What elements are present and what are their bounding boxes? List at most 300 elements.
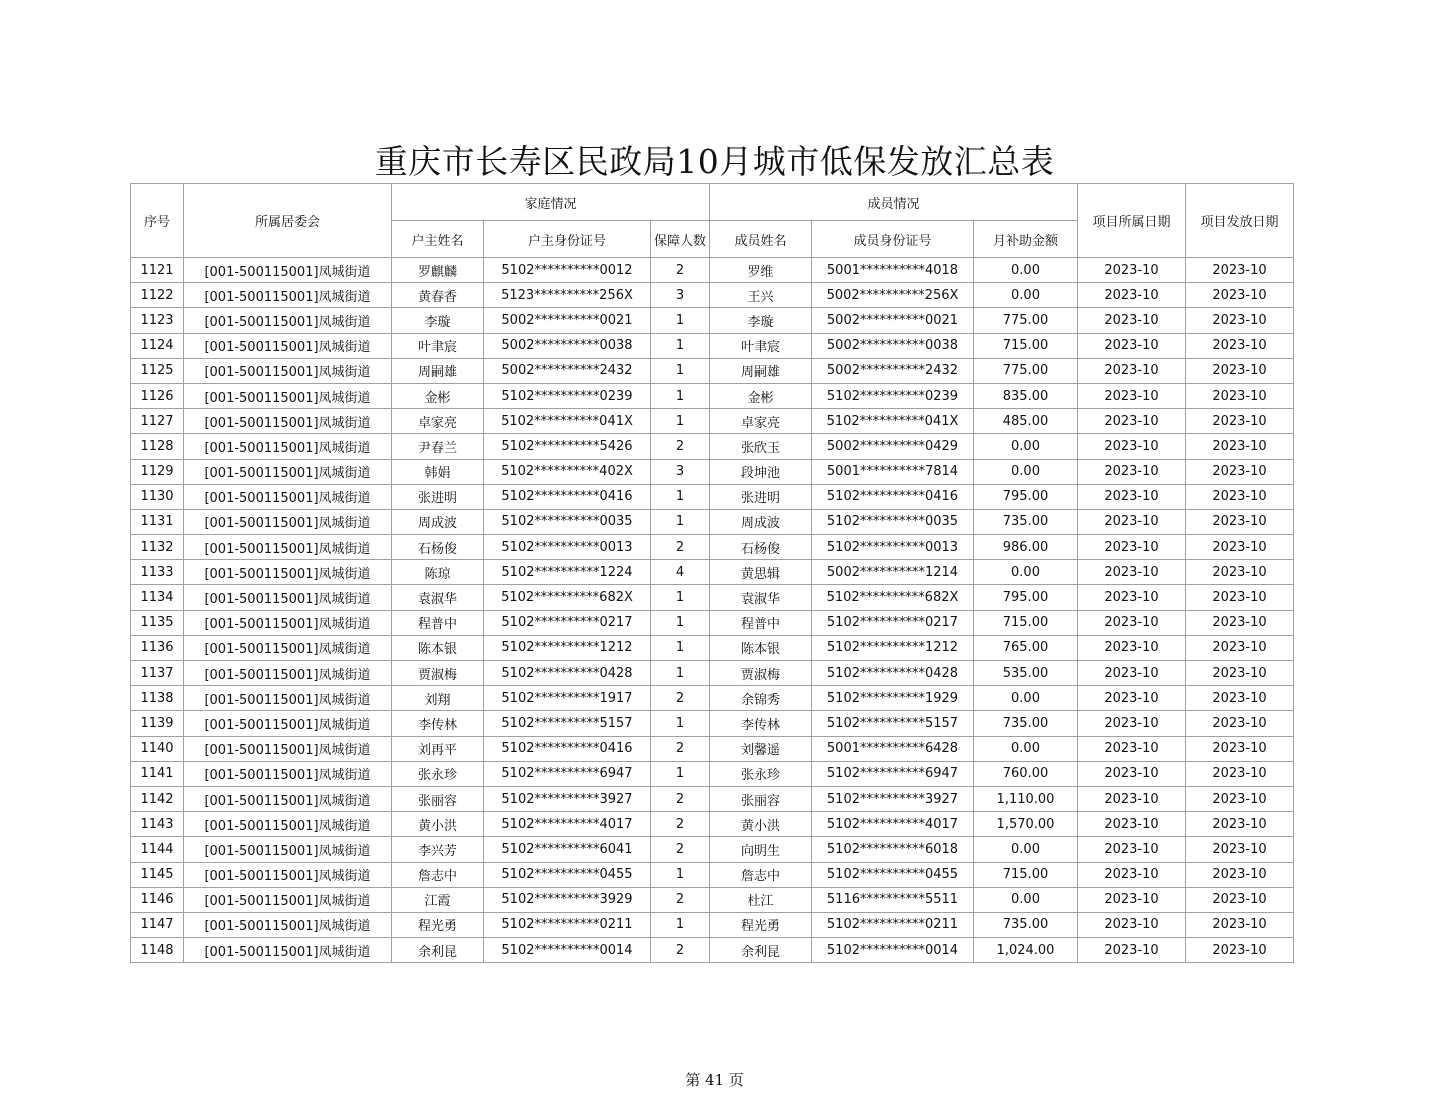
- cell-project-month: 2023-10: [1078, 358, 1186, 383]
- cell-issue-date: 2023-10: [1186, 786, 1294, 811]
- cell-seq: 1123: [131, 308, 184, 333]
- cell-head-name: 程光勇: [392, 912, 484, 937]
- cell-monthly-subsidy: 715.00: [974, 333, 1078, 358]
- table-row: [131, 736, 1294, 761]
- cell-member-id: 5002**********0021: [812, 308, 974, 333]
- cell-monthly-subsidy: 835.00: [974, 383, 1078, 408]
- cell-monthly-subsidy: 1,110.00: [974, 786, 1078, 811]
- cell-monthly-subsidy: 0.00: [974, 560, 1078, 585]
- cell-issue-date: 2023-10: [1186, 509, 1294, 534]
- table-row: [131, 358, 1294, 383]
- table-row: [131, 912, 1294, 937]
- cell-issue-date: 2023-10: [1186, 308, 1294, 333]
- cell-committee: [001-500115001]凤城街道: [184, 862, 392, 887]
- cell-member-name: 李璇: [710, 308, 812, 333]
- table-row: [131, 434, 1294, 459]
- table-row: [131, 661, 1294, 686]
- cell-member-name: 王兴: [710, 283, 812, 308]
- cell-head-id: 5102**********1212: [484, 635, 651, 660]
- cell-member-name: 余锦秀: [710, 686, 812, 711]
- cell-member-id: 5001**********6428: [812, 736, 974, 761]
- header-family: 家庭情况: [392, 184, 710, 221]
- cell-head-id: 5102**********0239: [484, 383, 651, 408]
- cell-head-id: 5002**********0021: [484, 308, 651, 333]
- cell-member-id: 5102**********3927: [812, 786, 974, 811]
- cell-covered-count: 1: [651, 661, 710, 686]
- cell-covered-count: 1: [651, 333, 710, 358]
- cell-member-name: 周成波: [710, 509, 812, 534]
- cell-issue-date: 2023-10: [1186, 736, 1294, 761]
- cell-head-name: 詹志中: [392, 862, 484, 887]
- cell-monthly-subsidy: 0.00: [974, 686, 1078, 711]
- cell-member-id: 5102**********6947: [812, 761, 974, 786]
- cell-project-month: 2023-10: [1078, 686, 1186, 711]
- cell-seq: 1127: [131, 409, 184, 434]
- cell-monthly-subsidy: 795.00: [974, 484, 1078, 509]
- cell-issue-date: 2023-10: [1186, 661, 1294, 686]
- cell-committee: [001-500115001]凤城街道: [184, 308, 392, 333]
- cell-member-name: 袁淑华: [710, 585, 812, 610]
- cell-committee: [001-500115001]凤城街道: [184, 333, 392, 358]
- header-seq: 序号: [131, 184, 184, 258]
- cell-covered-count: 3: [651, 459, 710, 484]
- cell-committee: [001-500115001]凤城街道: [184, 258, 392, 283]
- cell-member-id: 5102**********6018: [812, 837, 974, 862]
- cell-project-month: 2023-10: [1078, 761, 1186, 786]
- table-row: [131, 887, 1294, 912]
- cell-covered-count: 1: [651, 711, 710, 736]
- header-member: 成员情况: [710, 184, 1078, 221]
- cell-project-month: 2023-10: [1078, 308, 1186, 333]
- cell-member-name: 石杨俊: [710, 535, 812, 560]
- cell-seq: 1141: [131, 761, 184, 786]
- cell-committee: [001-500115001]凤城街道: [184, 786, 392, 811]
- cell-covered-count: 1: [651, 509, 710, 534]
- cell-committee: [001-500115001]凤城街道: [184, 535, 392, 560]
- table-row: [131, 786, 1294, 811]
- table-row: [131, 711, 1294, 736]
- cell-covered-count: 2: [651, 786, 710, 811]
- cell-committee: [001-500115001]凤城街道: [184, 484, 392, 509]
- cell-member-name: 叶聿宸: [710, 333, 812, 358]
- cell-seq: 1125: [131, 358, 184, 383]
- cell-issue-date: 2023-10: [1186, 484, 1294, 509]
- cell-issue-date: 2023-10: [1186, 761, 1294, 786]
- cell-head-id: 5102**********0035: [484, 509, 651, 534]
- cell-head-id: 5102**********0014: [484, 938, 651, 963]
- table-row: [131, 409, 1294, 434]
- cell-seq: 1134: [131, 585, 184, 610]
- cell-covered-count: 1: [651, 358, 710, 383]
- cell-member-name: 张永珍: [710, 761, 812, 786]
- cell-head-name: 陈琼: [392, 560, 484, 585]
- cell-head-name: 余利昆: [392, 938, 484, 963]
- cell-committee: [001-500115001]凤城街道: [184, 585, 392, 610]
- cell-project-month: 2023-10: [1078, 283, 1186, 308]
- cell-covered-count: 1: [651, 409, 710, 434]
- cell-head-id: 5102**********402X: [484, 459, 651, 484]
- cell-seq: 1146: [131, 887, 184, 912]
- cell-head-name: 刘翔: [392, 686, 484, 711]
- cell-committee: [001-500115001]凤城街道: [184, 409, 392, 434]
- cell-covered-count: 2: [651, 434, 710, 459]
- cell-issue-date: 2023-10: [1186, 938, 1294, 963]
- cell-head-id: 5102**********0013: [484, 535, 651, 560]
- cell-seq: 1133: [131, 560, 184, 585]
- header-project-month: 项目所属日期: [1078, 184, 1186, 258]
- cell-head-id: 5123**********256X: [484, 283, 651, 308]
- cell-member-name: 陈本银: [710, 635, 812, 660]
- cell-seq: 1144: [131, 837, 184, 862]
- cell-head-id: 5102**********3929: [484, 887, 651, 912]
- cell-member-id: 5102**********0014: [812, 938, 974, 963]
- cell-committee: [001-500115001]凤城街道: [184, 358, 392, 383]
- cell-project-month: 2023-10: [1078, 887, 1186, 912]
- table-row: [131, 283, 1294, 308]
- table-row: [131, 560, 1294, 585]
- cell-issue-date: 2023-10: [1186, 258, 1294, 283]
- cell-monthly-subsidy: 0.00: [974, 283, 1078, 308]
- cell-project-month: 2023-10: [1078, 585, 1186, 610]
- cell-head-id: 5102**********1917: [484, 686, 651, 711]
- cell-project-month: 2023-10: [1078, 862, 1186, 887]
- cell-covered-count: 2: [651, 837, 710, 862]
- cell-member-id: 5102**********0428: [812, 661, 974, 686]
- cell-head-name: 张永珍: [392, 761, 484, 786]
- cell-head-name: 贾淑梅: [392, 661, 484, 686]
- cell-committee: [001-500115001]凤城街道: [184, 661, 392, 686]
- cell-monthly-subsidy: 765.00: [974, 635, 1078, 660]
- cell-issue-date: 2023-10: [1186, 887, 1294, 912]
- cell-seq: 1145: [131, 862, 184, 887]
- cell-monthly-subsidy: 0.00: [974, 736, 1078, 761]
- cell-member-id: 5102**********1929: [812, 686, 974, 711]
- table-row: [131, 635, 1294, 660]
- cell-project-month: 2023-10: [1078, 560, 1186, 585]
- cell-covered-count: 1: [651, 585, 710, 610]
- cell-monthly-subsidy: 775.00: [974, 358, 1078, 383]
- cell-committee: [001-500115001]凤城街道: [184, 434, 392, 459]
- cell-project-month: 2023-10: [1078, 736, 1186, 761]
- header-head-id: 户主身份证号: [484, 221, 651, 258]
- cell-head-id: 5102**********682X: [484, 585, 651, 610]
- cell-covered-count: 1: [651, 484, 710, 509]
- cell-head-name: 周嗣雄: [392, 358, 484, 383]
- cell-head-name: 叶聿宸: [392, 333, 484, 358]
- cell-member-name: 张欣玉: [710, 434, 812, 459]
- cell-member-id: 5102**********682X: [812, 585, 974, 610]
- header-issue-date: 项目发放日期: [1186, 184, 1294, 258]
- cell-issue-date: 2023-10: [1186, 610, 1294, 635]
- cell-seq: 1129: [131, 459, 184, 484]
- cell-head-name: 尹春兰: [392, 434, 484, 459]
- cell-project-month: 2023-10: [1078, 812, 1186, 837]
- cell-member-name: 段坤池: [710, 459, 812, 484]
- cell-seq: 1137: [131, 661, 184, 686]
- cell-member-name: 罗维: [710, 258, 812, 283]
- table-row: [131, 862, 1294, 887]
- cell-head-id: 5102**********0211: [484, 912, 651, 937]
- cell-covered-count: 1: [651, 383, 710, 408]
- cell-seq: 1128: [131, 434, 184, 459]
- cell-member-id: 5102**********0217: [812, 610, 974, 635]
- cell-head-name: 陈本银: [392, 635, 484, 660]
- cell-monthly-subsidy: 0.00: [974, 837, 1078, 862]
- cell-seq: 1142: [131, 786, 184, 811]
- cell-project-month: 2023-10: [1078, 711, 1186, 736]
- cell-covered-count: 2: [651, 535, 710, 560]
- cell-head-name: 卓家亮: [392, 409, 484, 434]
- cell-member-id: 5002**********0038: [812, 333, 974, 358]
- cell-issue-date: 2023-10: [1186, 434, 1294, 459]
- cell-member-name: 詹志中: [710, 862, 812, 887]
- cell-issue-date: 2023-10: [1186, 283, 1294, 308]
- table-row: [131, 484, 1294, 509]
- cell-member-name: 张丽容: [710, 786, 812, 811]
- cell-member-id: 5102**********0239: [812, 383, 974, 408]
- cell-issue-date: 2023-10: [1186, 711, 1294, 736]
- cell-member-name: 刘馨遥: [710, 736, 812, 761]
- cell-head-id: 5102**********0416: [484, 736, 651, 761]
- cell-committee: [001-500115001]凤城街道: [184, 383, 392, 408]
- cell-covered-count: 2: [651, 812, 710, 837]
- cell-committee: [001-500115001]凤城街道: [184, 610, 392, 635]
- cell-member-id: 5102**********0455: [812, 862, 974, 887]
- cell-member-id: 5001**********4018: [812, 258, 974, 283]
- cell-head-name: 李传林: [392, 711, 484, 736]
- cell-covered-count: 1: [651, 862, 710, 887]
- cell-project-month: 2023-10: [1078, 409, 1186, 434]
- table-row: [131, 837, 1294, 862]
- cell-member-id: 5002**********0429: [812, 434, 974, 459]
- cell-member-name: 黄小洪: [710, 812, 812, 837]
- cell-issue-date: 2023-10: [1186, 383, 1294, 408]
- cell-monthly-subsidy: 485.00: [974, 409, 1078, 434]
- cell-monthly-subsidy: 775.00: [974, 308, 1078, 333]
- cell-issue-date: 2023-10: [1186, 333, 1294, 358]
- cell-covered-count: 2: [651, 258, 710, 283]
- cell-project-month: 2023-10: [1078, 938, 1186, 963]
- cell-project-month: 2023-10: [1078, 258, 1186, 283]
- cell-head-id: 5102**********5426: [484, 434, 651, 459]
- cell-head-name: 罗麒麟: [392, 258, 484, 283]
- cell-issue-date: 2023-10: [1186, 459, 1294, 484]
- cell-committee: [001-500115001]凤城街道: [184, 812, 392, 837]
- cell-issue-date: 2023-10: [1186, 912, 1294, 937]
- cell-head-id: 5102**********3927: [484, 786, 651, 811]
- cell-monthly-subsidy: 760.00: [974, 761, 1078, 786]
- cell-member-name: 黄思辑: [710, 560, 812, 585]
- cell-monthly-subsidy: 0.00: [974, 459, 1078, 484]
- cell-member-name: 余利昆: [710, 938, 812, 963]
- cell-issue-date: 2023-10: [1186, 862, 1294, 887]
- cell-head-id: 5002**********0038: [484, 333, 651, 358]
- cell-head-id: 5002**********2432: [484, 358, 651, 383]
- header-covered-count: 保障人数: [651, 221, 710, 258]
- cell-committee: [001-500115001]凤城街道: [184, 459, 392, 484]
- cell-seq: 1124: [131, 333, 184, 358]
- table-row: [131, 258, 1294, 283]
- cell-head-name: 程普中: [392, 610, 484, 635]
- cell-head-name: 黄小洪: [392, 812, 484, 837]
- cell-member-name: 张进明: [710, 484, 812, 509]
- table-row: [131, 383, 1294, 408]
- cell-project-month: 2023-10: [1078, 459, 1186, 484]
- table-row: [131, 761, 1294, 786]
- cell-head-id: 5102**********0217: [484, 610, 651, 635]
- cell-member-name: 杜江: [710, 887, 812, 912]
- cell-seq: 1136: [131, 635, 184, 660]
- table-row: [131, 610, 1294, 635]
- cell-project-month: 2023-10: [1078, 661, 1186, 686]
- cell-issue-date: 2023-10: [1186, 585, 1294, 610]
- cell-issue-date: 2023-10: [1186, 837, 1294, 862]
- cell-member-id: 5102**********4017: [812, 812, 974, 837]
- cell-seq: 1122: [131, 283, 184, 308]
- cell-seq: 1148: [131, 938, 184, 963]
- header-head-name: 户主姓名: [392, 221, 484, 258]
- cell-head-name: 周成波: [392, 509, 484, 534]
- cell-seq: 1139: [131, 711, 184, 736]
- cell-project-month: 2023-10: [1078, 912, 1186, 937]
- table-row: [131, 812, 1294, 837]
- table-row: [131, 459, 1294, 484]
- cell-project-month: 2023-10: [1078, 383, 1186, 408]
- cell-issue-date: 2023-10: [1186, 535, 1294, 560]
- cell-monthly-subsidy: 535.00: [974, 661, 1078, 686]
- cell-committee: [001-500115001]凤城街道: [184, 736, 392, 761]
- cell-monthly-subsidy: 1,570.00: [974, 812, 1078, 837]
- header-member-name: 成员姓名: [710, 221, 812, 258]
- cell-member-name: 程光勇: [710, 912, 812, 937]
- cell-covered-count: 1: [651, 761, 710, 786]
- cell-head-id: 5102**********0416: [484, 484, 651, 509]
- table-row: [131, 509, 1294, 534]
- table-row: [131, 333, 1294, 358]
- cell-monthly-subsidy: 715.00: [974, 862, 1078, 887]
- cell-covered-count: 2: [651, 736, 710, 761]
- cell-member-id: 5002**********256X: [812, 283, 974, 308]
- cell-project-month: 2023-10: [1078, 837, 1186, 862]
- cell-monthly-subsidy: 735.00: [974, 912, 1078, 937]
- header-member-id: 成员身份证号: [812, 221, 974, 258]
- cell-covered-count: 4: [651, 560, 710, 585]
- cell-head-name: 张进明: [392, 484, 484, 509]
- cell-committee: [001-500115001]凤城街道: [184, 711, 392, 736]
- cell-issue-date: 2023-10: [1186, 686, 1294, 711]
- cell-committee: [001-500115001]凤城街道: [184, 635, 392, 660]
- cell-seq: 1138: [131, 686, 184, 711]
- cell-committee: [001-500115001]凤城街道: [184, 686, 392, 711]
- cell-head-name: 黄春香: [392, 283, 484, 308]
- header-monthly-subsidy: 月补助金额: [974, 221, 1078, 258]
- cell-head-id: 5102**********6947: [484, 761, 651, 786]
- cell-member-id: 5102**********0211: [812, 912, 974, 937]
- cell-head-name: 张丽容: [392, 786, 484, 811]
- cell-seq: 1130: [131, 484, 184, 509]
- cell-head-name: 刘再平: [392, 736, 484, 761]
- cell-committee: [001-500115001]凤城街道: [184, 283, 392, 308]
- cell-head-name: 江霞: [392, 887, 484, 912]
- cell-seq: 1121: [131, 258, 184, 283]
- cell-project-month: 2023-10: [1078, 610, 1186, 635]
- cell-seq: 1140: [131, 736, 184, 761]
- cell-member-id: 5102**********0013: [812, 535, 974, 560]
- cell-head-id: 5102**********0455: [484, 862, 651, 887]
- cell-seq: 1147: [131, 912, 184, 937]
- cell-committee: [001-500115001]凤城街道: [184, 837, 392, 862]
- cell-project-month: 2023-10: [1078, 434, 1186, 459]
- table-row: [131, 686, 1294, 711]
- cell-member-id: 5002**********1214: [812, 560, 974, 585]
- cell-covered-count: 1: [651, 635, 710, 660]
- cell-head-id: 5102**********041X: [484, 409, 651, 434]
- page-title: 重庆市长寿区民政局10月城市低保发放汇总表: [374, 142, 1055, 181]
- cell-covered-count: 1: [651, 912, 710, 937]
- cell-project-month: 2023-10: [1078, 509, 1186, 534]
- cell-monthly-subsidy: 715.00: [974, 610, 1078, 635]
- cell-member-id: 5102**********0416: [812, 484, 974, 509]
- cell-member-name: 金彬: [710, 383, 812, 408]
- cell-head-name: 金彬: [392, 383, 484, 408]
- cell-head-id: 5102**********6041: [484, 837, 651, 862]
- cell-monthly-subsidy: 1,024.00: [974, 938, 1078, 963]
- cell-committee: [001-500115001]凤城街道: [184, 761, 392, 786]
- cell-member-id: 5102**********0035: [812, 509, 974, 534]
- cell-project-month: 2023-10: [1078, 786, 1186, 811]
- table-body: [131, 258, 1294, 963]
- cell-head-id: 5102**********5157: [484, 711, 651, 736]
- cell-issue-date: 2023-10: [1186, 409, 1294, 434]
- cell-member-name: 向明生: [710, 837, 812, 862]
- cell-covered-count: 2: [651, 686, 710, 711]
- cell-committee: [001-500115001]凤城街道: [184, 938, 392, 963]
- cell-member-id: 5001**********7814: [812, 459, 974, 484]
- cell-seq: 1135: [131, 610, 184, 635]
- cell-member-id: 5102**********5157: [812, 711, 974, 736]
- cell-covered-count: 1: [651, 610, 710, 635]
- cell-project-month: 2023-10: [1078, 333, 1186, 358]
- table-row: [131, 308, 1294, 333]
- cell-head-id: 5102**********1224: [484, 560, 651, 585]
- cell-member-name: 程普中: [710, 610, 812, 635]
- cell-member-id: 5102**********041X: [812, 409, 974, 434]
- table-row: [131, 938, 1294, 963]
- cell-seq: 1126: [131, 383, 184, 408]
- table-row: [131, 585, 1294, 610]
- cell-head-name: 石杨俊: [392, 535, 484, 560]
- cell-committee: [001-500115001]凤城街道: [184, 509, 392, 534]
- cell-member-name: 卓家亮: [710, 409, 812, 434]
- cell-monthly-subsidy: 986.00: [974, 535, 1078, 560]
- header-committee: 所属居委会: [184, 184, 392, 258]
- cell-project-month: 2023-10: [1078, 484, 1186, 509]
- cell-monthly-subsidy: 735.00: [974, 711, 1078, 736]
- cell-committee: [001-500115001]凤城街道: [184, 912, 392, 937]
- cell-project-month: 2023-10: [1078, 535, 1186, 560]
- table-row: [131, 535, 1294, 560]
- cell-seq: 1131: [131, 509, 184, 534]
- cell-covered-count: 2: [651, 938, 710, 963]
- cell-project-month: 2023-10: [1078, 635, 1186, 660]
- cell-member-name: 贾淑梅: [710, 661, 812, 686]
- cell-monthly-subsidy: 0.00: [974, 258, 1078, 283]
- cell-member-id: 5116**********5511: [812, 887, 974, 912]
- cell-committee: [001-500115001]凤城街道: [184, 887, 392, 912]
- cell-issue-date: 2023-10: [1186, 812, 1294, 837]
- cell-seq: 1143: [131, 812, 184, 837]
- page-number: 第 41 页: [685, 1071, 744, 1089]
